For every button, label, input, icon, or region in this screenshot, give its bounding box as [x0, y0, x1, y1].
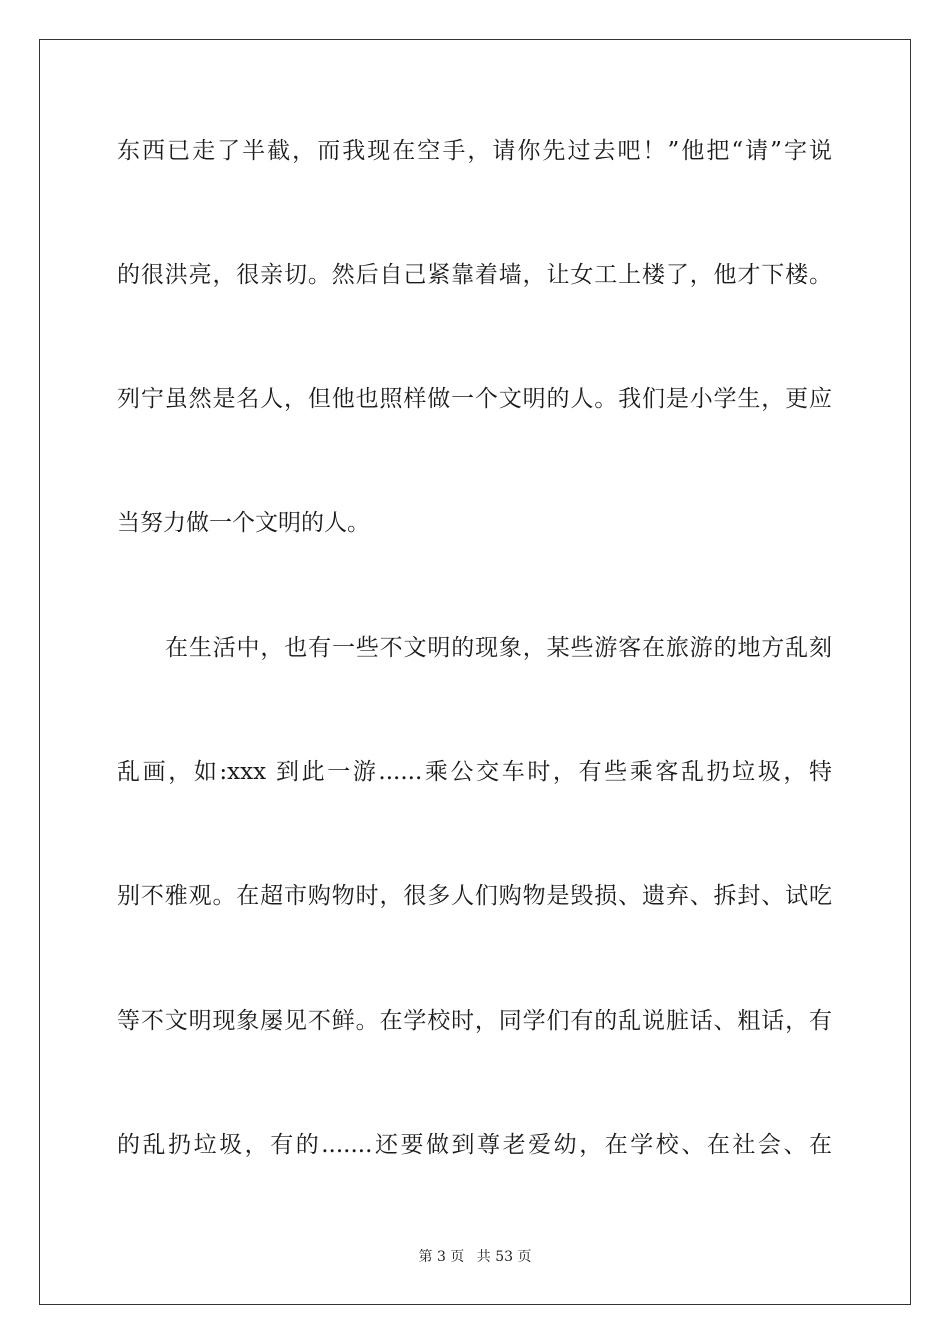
body-text-line-8: 等不文明现象屡见不鲜。在学校时，同学们有的乱说脏话、粗话，有	[117, 1008, 832, 1034]
page-border	[39, 39, 911, 1305]
body-text-line-9: 的乱扔垃圾，有的.......还要做到尊老爱幼，在学校、在社会、在	[117, 1132, 832, 1158]
body-text-line-1: 东西已走了半截，而我现在空手，请你先过去吧！”他把“请”字说	[117, 138, 832, 164]
body-text-line-4: 当努力做一个文明的人。	[117, 510, 370, 536]
page-number: 第 3 页	[418, 1249, 465, 1265]
body-text-line-2: 的很洪亮，很亲切。然后自己紧靠着墙，让女工上楼了，他才下楼。	[117, 262, 832, 288]
body-text-line-5: 在生活中，也有一些不文明的现象，某些游客在旅游的地方乱刻	[165, 635, 832, 661]
body-text-line-6: 乱画，如:xxx 到此一游......乘公交车时，有些乘客乱扔垃圾，特	[117, 759, 832, 785]
page-footer	[0, 1247, 950, 1267]
body-text-line-7: 别不雅观。在超市购物时，很多人们购物是毁损、遗弃、拆封、试吃	[117, 883, 832, 909]
body-text-line-3: 列宁虽然是名人，但他也照样做一个文明的人。我们是小学生，更应	[117, 386, 832, 412]
page-total: 共 53 页	[476, 1249, 532, 1265]
